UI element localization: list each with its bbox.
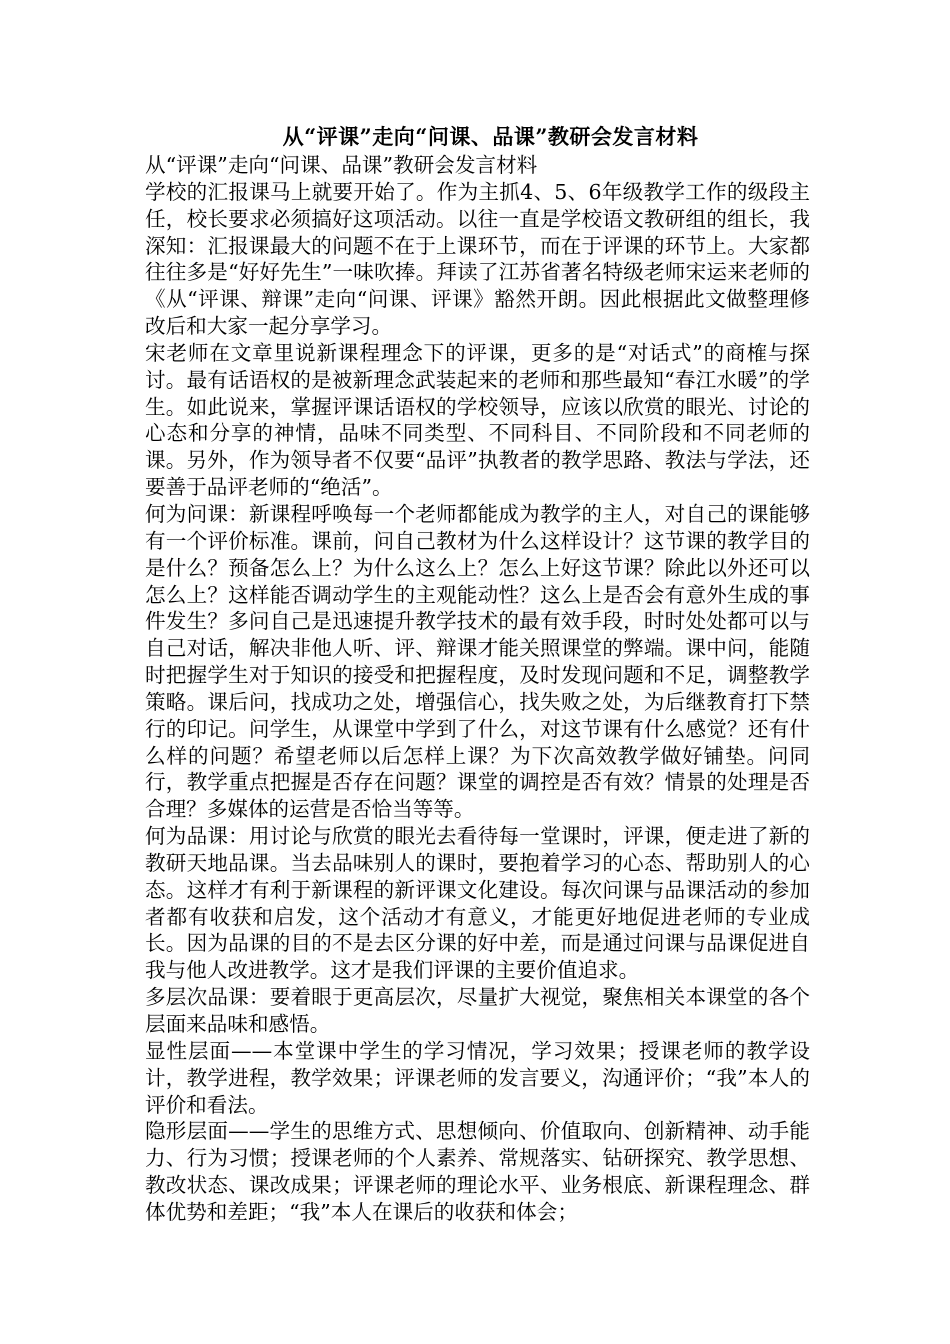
subtitle-line: 从“评课”走向“问课、品课”教研会发言材料 [145,153,538,177]
paragraph-intro: 学校的汇报课马上就要开始了。作为主抓4、5、6年级教学工作的级段主任，校长要求必须搞好这项活动。以往一直是学校语文教研组的组长，我深知：汇报课最大的问题不在于上课环节，而在于评课的环节上。大家都往往多是“好好先生”一味吹捧。拜读了江苏省著名特级老师宋运来老师的《从“评课、辩课”走向“问课、评课》豁然开朗。因此根据此文做整理修改后和大家一起分享学习。 [145,179,810,339]
paragraph-multi-level: 多层次品课：要着眼于更高层次，尽量扩大视觉，聚焦相关本课堂的各个层面来品味和感悟。 [145,985,810,1036]
paragraph-what-is-pinke: 何为品课：用讨论与欣赏的眼光去看待每一堂课时，评课，便走进了新的教研天地品课。当去品味别人的课时，要抱着学习的心态、帮助别人的心态。这样才有利于新课程的新评课文化建设。每次问课与品课活动的参加者都有收获和启发，这个活动才有意义，才能更好地促进老师的专业成长。因为品课的目的不是去区分课的好中差，而是通过问课与品课促进自我与他人改进教学。这才是我们评课的主要价值追求。 [145,824,810,983]
paragraph-song-teacher: 宋老师在文章里说新课程理念下的评课，更多的是“对话式”的商榷与探讨。最有话语权的是被新理念武装起来的老师和那些最知“春江水暖”的学生。如此说来，掌握评课话语权的学校领导，应该以欣赏的眼光、讨论的心态和分享的神情，品味不同类型、不同科目、不同阶段和不同老师的课。另外，作为领导者不仅要“品评”执教者的教学思路、教法与学法，还要善于品评老师的“绝活”。 [145,340,810,500]
document-page [145,122,810,1226]
paragraph-explicit-level: 显性层面——本堂课中学生的学习情况，学习效果；授课老师的教学设计，教学进程，教学效果；评课老师的发言要义，沟通评价；“我”本人的评价和看法。 [145,1038,810,1117]
document-title: 从“评课”走向“问课、品课”教研会发言材料 [282,124,699,149]
paragraph-implicit-level: 隐形层面——学生的思维方式、思想倾向、价值取向、创新精神、动手能力、行为习惯；授课老师的个人素养、常规落实、钻研探究、教学思想、教改状态、课改成果；评课老师的理论水平、业务根底、新课程理念、群体优势和差距；“我”本人在课后的收获和体会； [145,1119,810,1224]
paragraph-what-is-wenke: 何为问课：新课程呼唤每一个老师都能成为教学的主人，对自己的课能够有一个评价标准。课前，问自己教材为什么这样设计？这节课的教学目的是什么？预备怎么上？为什么这么上？怎么上好这节课？除此以外还可以怎么上？这样能否调动学生的主观能动性？这么上是否会有意外生成的事件发生？多问自己是迅速提升教学技术的最有效手段，时时处处都可以与自己对话，解决非他人听、评、辩课才能关照课堂的弊端。课中问，能随时把握学生对于知识的接受和把握程度，及时发现问题和不足，调整教学策略。课后问，找成功之处，增强信心，找失败之处，为后继教育打下禁行的印记。问学生，从课堂中学到了什么，对这节课有什么感觉？还有什么样的问题？希望老师以后怎样上课？为下次高效教学做好铺垫。问同行，教学重点把握是否存在问题？课堂的调控是否有效？情景的处理是否合理？多媒体的运营是否恰当等等。 [145,501,810,822]
